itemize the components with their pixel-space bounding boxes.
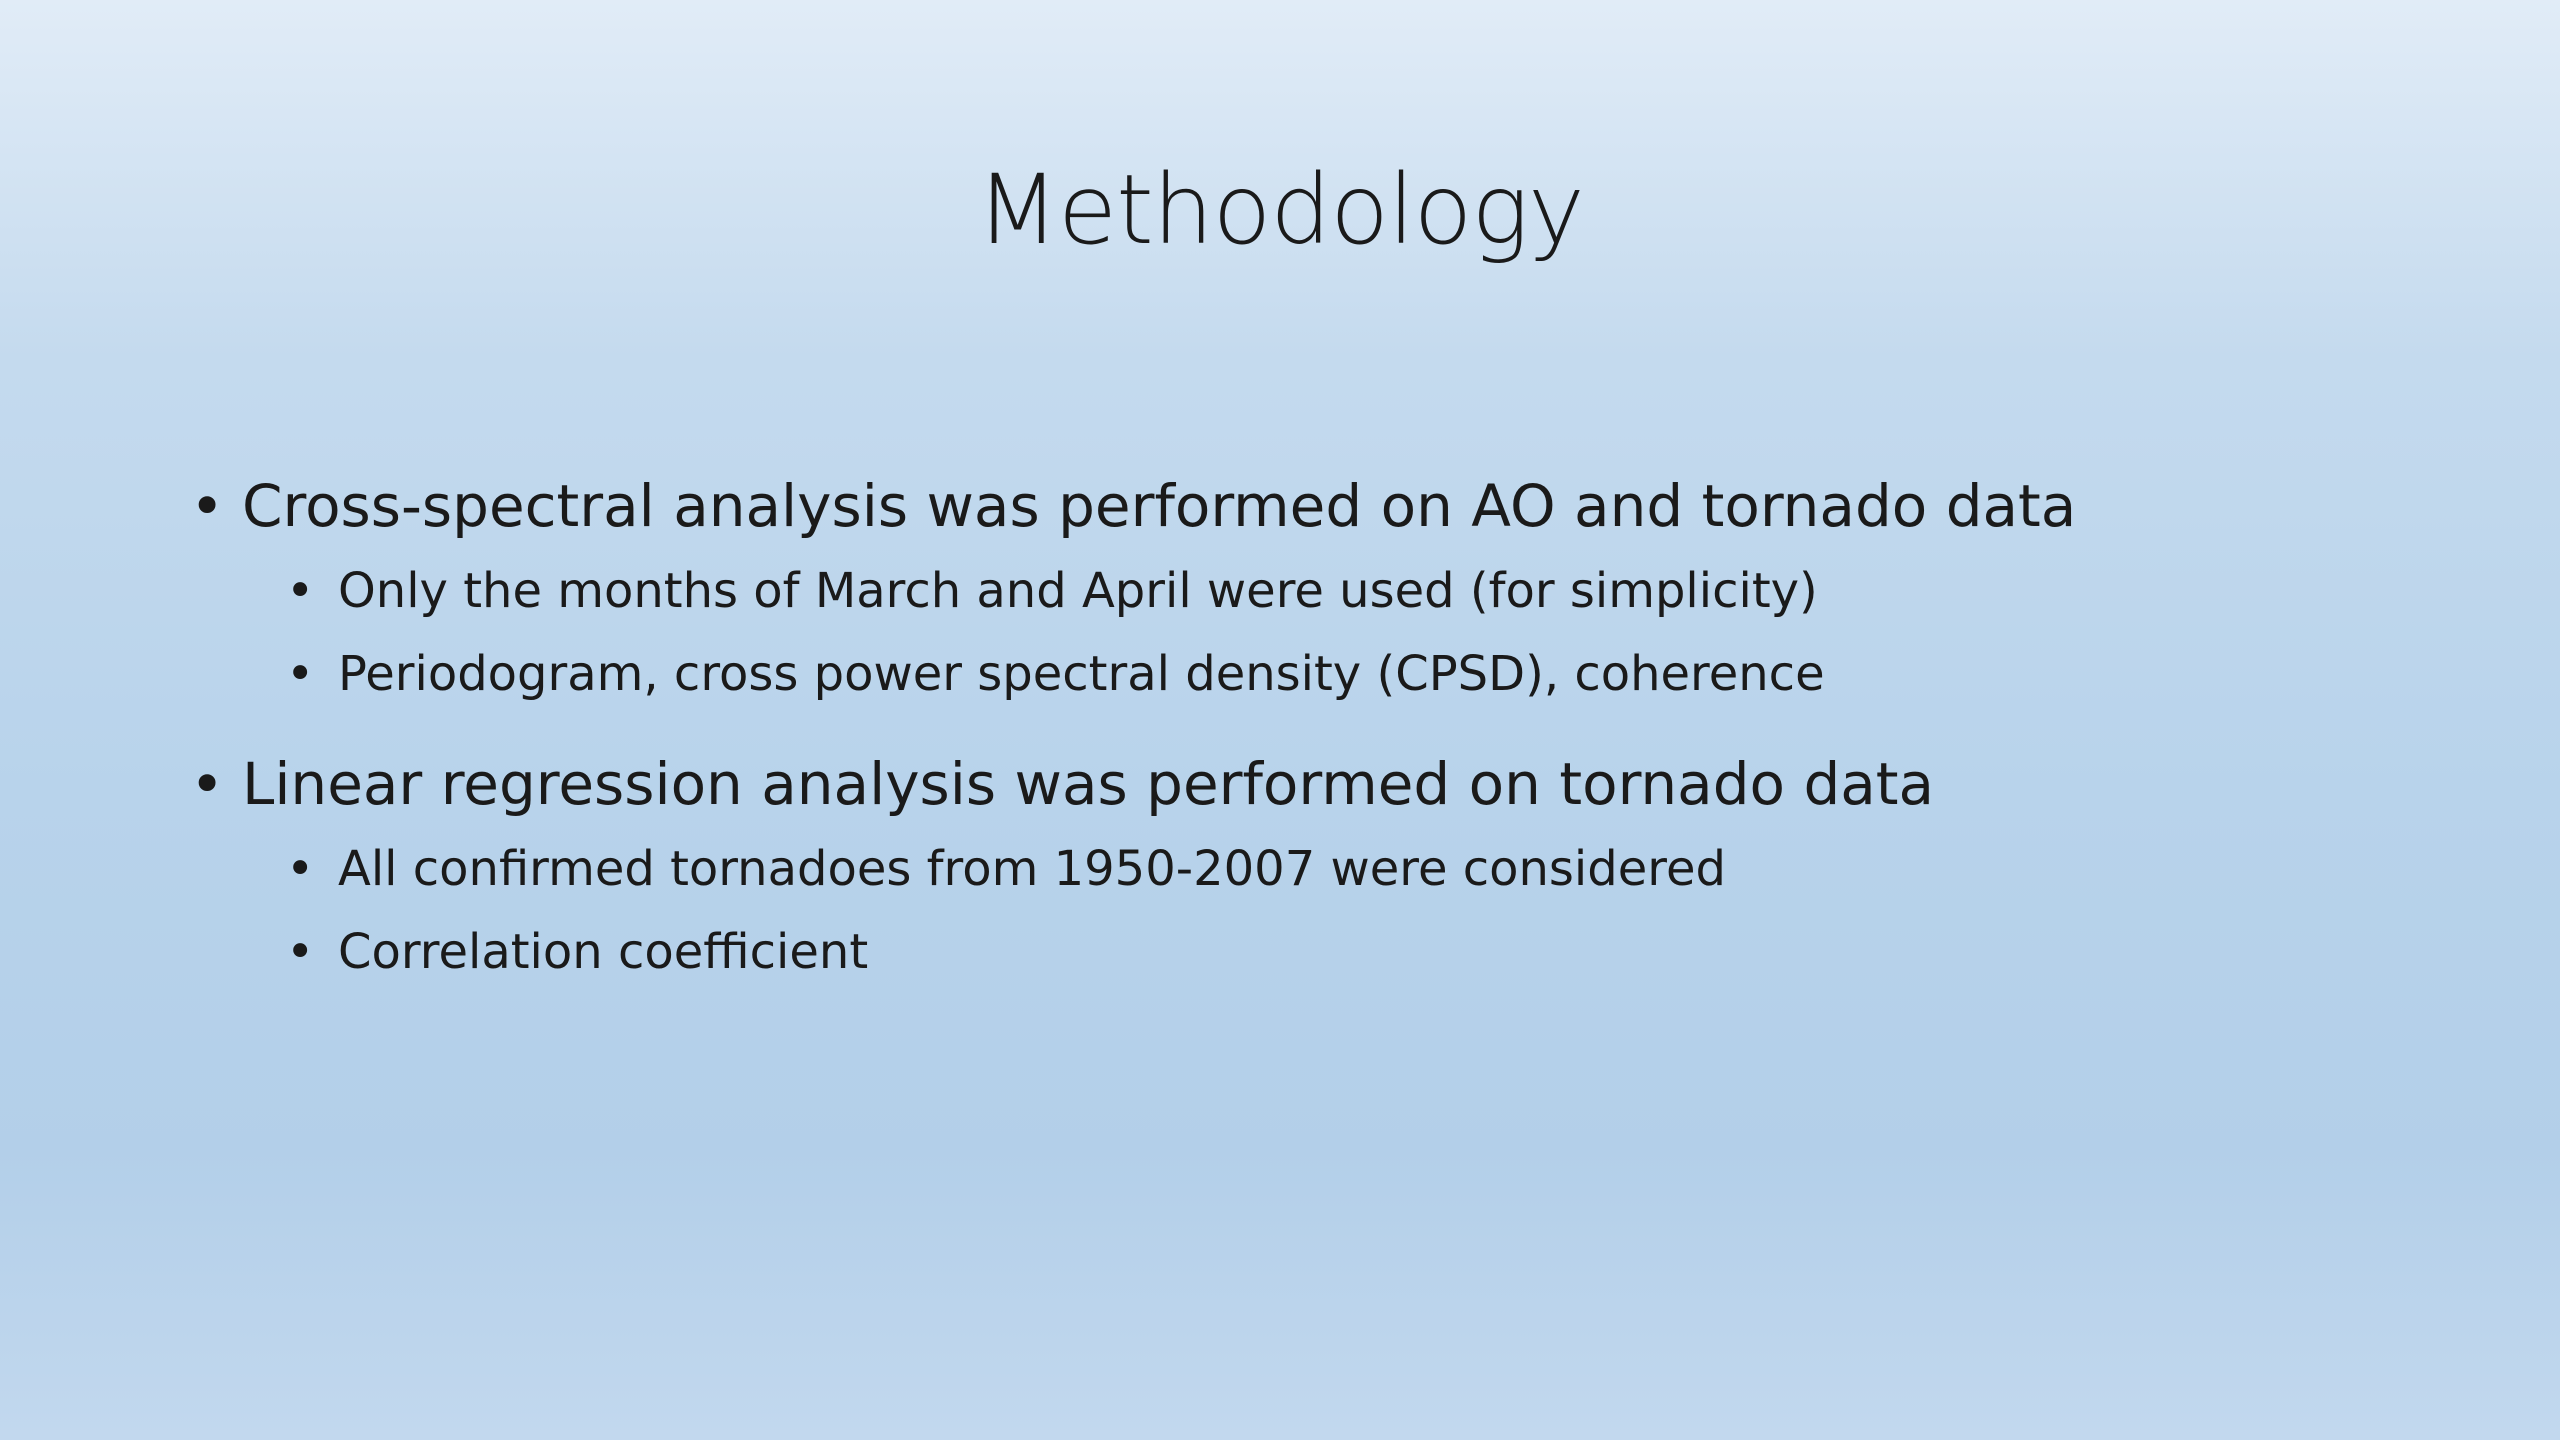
sub-bullet-text: Correlation coefficient — [338, 924, 869, 980]
bullet-icon: • — [190, 750, 225, 818]
slide-title: Methodology — [976, 154, 1584, 266]
bullet-group-1 — [190, 462, 2440, 716]
sub-bullet-item — [286, 911, 2440, 994]
bullet-icon: • — [286, 563, 315, 619]
sub-bullet-item — [286, 550, 2440, 633]
bullet-text: Cross-spectral analysis was performed on AO and tornado data — [242, 472, 2077, 540]
bullet-icon: • — [190, 472, 225, 540]
bullet-text: Linear regression analysis was performed on tornado data — [242, 750, 1935, 818]
sub-bullet-text: Only the months of March and April were used (for simplicity) — [338, 563, 1818, 619]
bullet-item — [190, 462, 2440, 550]
bullet-item — [190, 740, 2440, 828]
bullet-icon: • — [286, 841, 315, 897]
sub-bullet-item — [286, 633, 2440, 716]
sub-bullet-text: All confirmed tornadoes from 1950-2007 were considered — [338, 841, 1726, 897]
sub-bullet-text: Periodogram, cross power spectral density (CPSD), coherence — [338, 646, 1825, 702]
bullet-icon: • — [286, 924, 315, 980]
bullet-group-2 — [190, 740, 2440, 994]
bullet-list — [190, 462, 2440, 1018]
bullet-icon: • — [286, 646, 315, 702]
sub-bullet-item — [286, 828, 2440, 911]
